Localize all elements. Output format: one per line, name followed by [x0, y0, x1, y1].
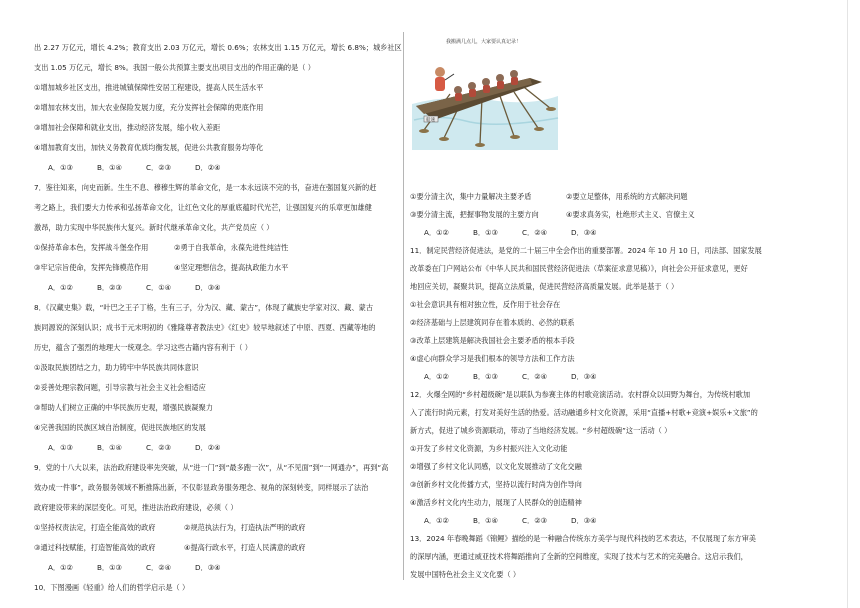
q6-option-4: ④增加教育支出，加快义务教育优质均衡发展，促进公共教育服务均等化: [34, 143, 264, 152]
q11-stem-line-3: 地回应关切，凝聚共识，提高立法质量，促进民营经济高质量发展。此举是基于（ ）: [410, 282, 679, 291]
q6-stem-line-1: 出 2.27 万亿元，增长 4.2%；教育支出 2.03 万亿元，增长 0.6%；农林支出 1.15 万亿元，增长 6.8%；城乡社区: [34, 43, 402, 52]
q7-option-4: ④坚定理想信念，提高执政能力水平: [174, 263, 289, 272]
q9-stem-line-3: 政府建设带来的深层变化。可见，推进法治政府建设，必须（ ）: [34, 503, 238, 512]
choice-c[interactable]: C．②③: [146, 163, 172, 172]
choice-d[interactable]: D．③④: [571, 228, 597, 237]
choice-c[interactable]: C．②④: [522, 228, 548, 237]
page-edge: [847, 0, 848, 608]
cartoon-image: [410, 34, 560, 150]
q9-stem-line-2: 效办成一件事”，政务服务领域不断推陈出新，不仅彰显政务服务理念、视角的深刻转变，同样展示了法治: [34, 483, 369, 492]
q9-option-2: ②规范执法行为，打造执法严明的政府: [184, 523, 306, 532]
choice-b[interactable]: B．①③: [473, 228, 499, 237]
choice-d[interactable]: D．③④: [571, 372, 597, 381]
q10-option-3: ③要分清主流，把握事物发展的主要方向: [410, 210, 539, 219]
q11-stem-line-2: 改革委在门户网站公布《中华人民共和国民营经济促进法（草案征求意见稿）》，向社会公开征求意见，更好: [410, 264, 748, 273]
q10-option-2: ②要立足整体，用系统的方式解决问题: [566, 192, 688, 201]
q13-stem-line-2: 的深厚内涵，更通过威亚技术将舞蹈推向了全新的空间维度，实现了技术与艺术的完美融合。这启示我们，: [410, 552, 748, 561]
column-divider: [403, 32, 404, 580]
q8-answer-choices: [48, 443, 244, 453]
q12-option-1: ①开发了乡村文化资源，为乡村振兴注入文化动能: [410, 444, 568, 453]
q11-option-1: ①社会意识具有相对独立性，反作用于社会存在: [410, 300, 561, 309]
q10-option-1: ①要分清主次，集中力量解决主要矛盾: [410, 192, 532, 201]
q8-stem-line-1: 8．《汉藏史集》载，“叶巴之王子丁格，生有三子，分为汉、藏、蒙古”，体现了藏族史学家对汉、藏、蒙古: [34, 303, 374, 312]
q8-option-1: ①汲取民族团结之力，助力铸牢中华民族共同体意识: [34, 363, 199, 372]
q9-answer-choices: [48, 563, 244, 573]
q7-option-3: ③牢记宗旨使命，发挥先锋模范作用: [34, 263, 149, 272]
q9-option-4: ④提高行政水平，打造人民满意的政府: [184, 543, 306, 552]
q9-option-1: ①坚持权责法定，打造全能高效的政府: [34, 523, 156, 532]
q7-option-1: ①保持革命本色，发挥战斗堡垒作用: [34, 243, 149, 252]
q11-option-4: ④虚心向群众学习是我们根本的领导方法和工作方法: [410, 354, 575, 363]
q7-stem-line-3: 激昂，助力实现中华民族伟大复兴。新时代继承革命文化，共产党员应（ ）: [34, 223, 274, 232]
q6-stem-line-2: 支出 1.05 万亿元，增长 8%。我国一般公共预算主要支出项目支出的作用正确的是（ ）: [34, 63, 315, 72]
q11-answer-choices: [424, 372, 620, 382]
q12-option-2: ②增强了乡村文化认同感，以文化发展推动了文化交融: [410, 462, 582, 471]
choice-c[interactable]: C．②④: [522, 372, 548, 381]
q6-option-1: ①增加城乡社区支出，推进城镇保障性安居工程建设，提高人民生活水平: [34, 83, 264, 92]
q6-option-3: ③增加社会保障和就业支出，推动经济发展，缩小收入差距: [34, 123, 221, 132]
choice-d[interactable]: D．③④: [571, 516, 597, 525]
q9-option-3: ③通过科技赋能，打造智能高效的政府: [34, 543, 156, 552]
choice-b[interactable]: B．①③: [97, 563, 123, 572]
q6-option-2: ②增加农林支出，加大农业保险发展力度，充分发挥社会保障的兜底作用: [34, 103, 264, 112]
q11-option-2: ②经济基础与上层建筑同存在着本质的、必然的联系: [410, 318, 575, 327]
choice-d[interactable]: D．②④: [195, 163, 221, 172]
choice-a[interactable]: A．①③: [48, 443, 73, 452]
choice-a[interactable]: A．①②: [424, 372, 449, 381]
q7-answer-choices: [48, 283, 244, 293]
q10-option-4: ④要求真务实，杜绝形式主义、官僚主义: [566, 210, 695, 219]
q12-option-4: ④激活乡村文化内生动力，展现了人民群众的创造精神: [410, 498, 582, 507]
choice-a[interactable]: A．①②: [424, 228, 449, 237]
q9-stem-line-1: 9．党的十八大以来，法治政府建设率先突破，从“进一门”到“最多跑一次”，从“不见面”到“一网通办”，再到“高: [34, 463, 389, 472]
choice-d[interactable]: D．②④: [195, 443, 221, 452]
choice-c[interactable]: C．①④: [146, 283, 172, 292]
q7-stem-line-2: 考之路上，我们要大力传承和弘扬革命文化，让红色文化的厚重底蕴时代光芒，让强国复兴的乐章更加雄健: [34, 203, 372, 212]
cartoon-boat-label: 船速: [426, 118, 435, 123]
choice-c[interactable]: C．②③: [522, 516, 548, 525]
q12-stem-line-1: 12．火爆全网的“乡村超级碗”是以联队为参赛主体的村歌竞演活动。农村群众以田野为舞台，为传统村歌加: [410, 390, 751, 399]
choice-a[interactable]: A．①③: [48, 163, 73, 172]
q6-answer-choices: [48, 163, 244, 173]
q8-option-4: ④完善我国的民族区域自治制度，促进民族地区的发展: [34, 423, 206, 432]
q11-stem-line-1: 11．制定民营经济促进法，是党的二十届三中全会作出的重要部署。2024 年 10 月 10 日，司法部、国家发展: [410, 246, 762, 255]
q12-option-3: ③创新乡村文化传播方式，坚持以流行时尚为创作导向: [410, 480, 582, 489]
q13-stem-line-1: 13．2024 年春晚舞蹈《锦鲤》描绘的是一种融合传统东方美学与现代科技的艺术表达，不仅展现了东方审美: [410, 534, 756, 543]
choice-d[interactable]: D．③④: [195, 563, 221, 572]
choice-c[interactable]: C．②③: [146, 443, 172, 452]
q8-stem-line-3: 历史，蕴含了强烈的地理大一统观念。学习这些古籍内容有利于（ ）: [34, 343, 252, 352]
choice-a[interactable]: A．①②: [48, 563, 73, 572]
q7-stem-line-1: 7．鉴往知来，向史而新。生生不息、穆穆生辉的革命文化，是一本永远读不完的书，奋进在强国复兴新的赶: [34, 183, 377, 192]
choice-b[interactable]: B．①④: [97, 163, 123, 172]
choice-b[interactable]: B．①④: [97, 443, 123, 452]
q10-answer-choices: [424, 228, 620, 238]
choice-a[interactable]: A．①②: [424, 516, 449, 525]
q8-stem-line-2: 族同源说的深刻认识；成书于元末明初的《雅隆尊者教法史》《红史》较早地叙述了中原、西夏、西藏等地的: [34, 323, 376, 332]
q12-answer-choices: [424, 516, 620, 526]
choice-b[interactable]: B．①④: [473, 516, 499, 525]
choice-c[interactable]: C．②④: [146, 563, 172, 572]
q11-option-3: ③改革上层建筑是解决我国社会主要矛盾的根本手段: [410, 336, 575, 345]
cartoon-caption: 我搬满几点儿，大家要认真记录！: [446, 39, 522, 45]
choice-b[interactable]: B．②③: [97, 283, 123, 292]
choice-d[interactable]: D．③④: [195, 283, 221, 292]
q8-option-3: ③帮助人们树立正确的中华民族历史观，增强民族凝聚力: [34, 403, 213, 412]
q8-option-2: ②妥善处理宗教问题，引导宗教与社会主义社会相适应: [34, 383, 206, 392]
choice-b[interactable]: B．①③: [473, 372, 499, 381]
q12-stem-line-2: 入了流行时尚元素，打发对美好生活的热爱。活动融通乡村文化资源，采用“直播+村歌+竞演+娱乐+文旅”的: [410, 408, 758, 417]
q7-option-2: ②勇于自我革命，永葆先进性纯洁性: [174, 243, 289, 252]
choice-a[interactable]: A．①②: [48, 283, 73, 292]
q10-stem: 10．下图漫画《轻重》给人们的哲学启示是（ ）: [34, 583, 190, 592]
q13-stem-line-3: 发展中国特色社会主义文化要（ ）: [410, 570, 521, 579]
q12-stem-line-3: 新方式，促进了城乡资源联动，带动了当地经济发展。“乡村超级碗”这一活动（ ）: [410, 426, 672, 435]
